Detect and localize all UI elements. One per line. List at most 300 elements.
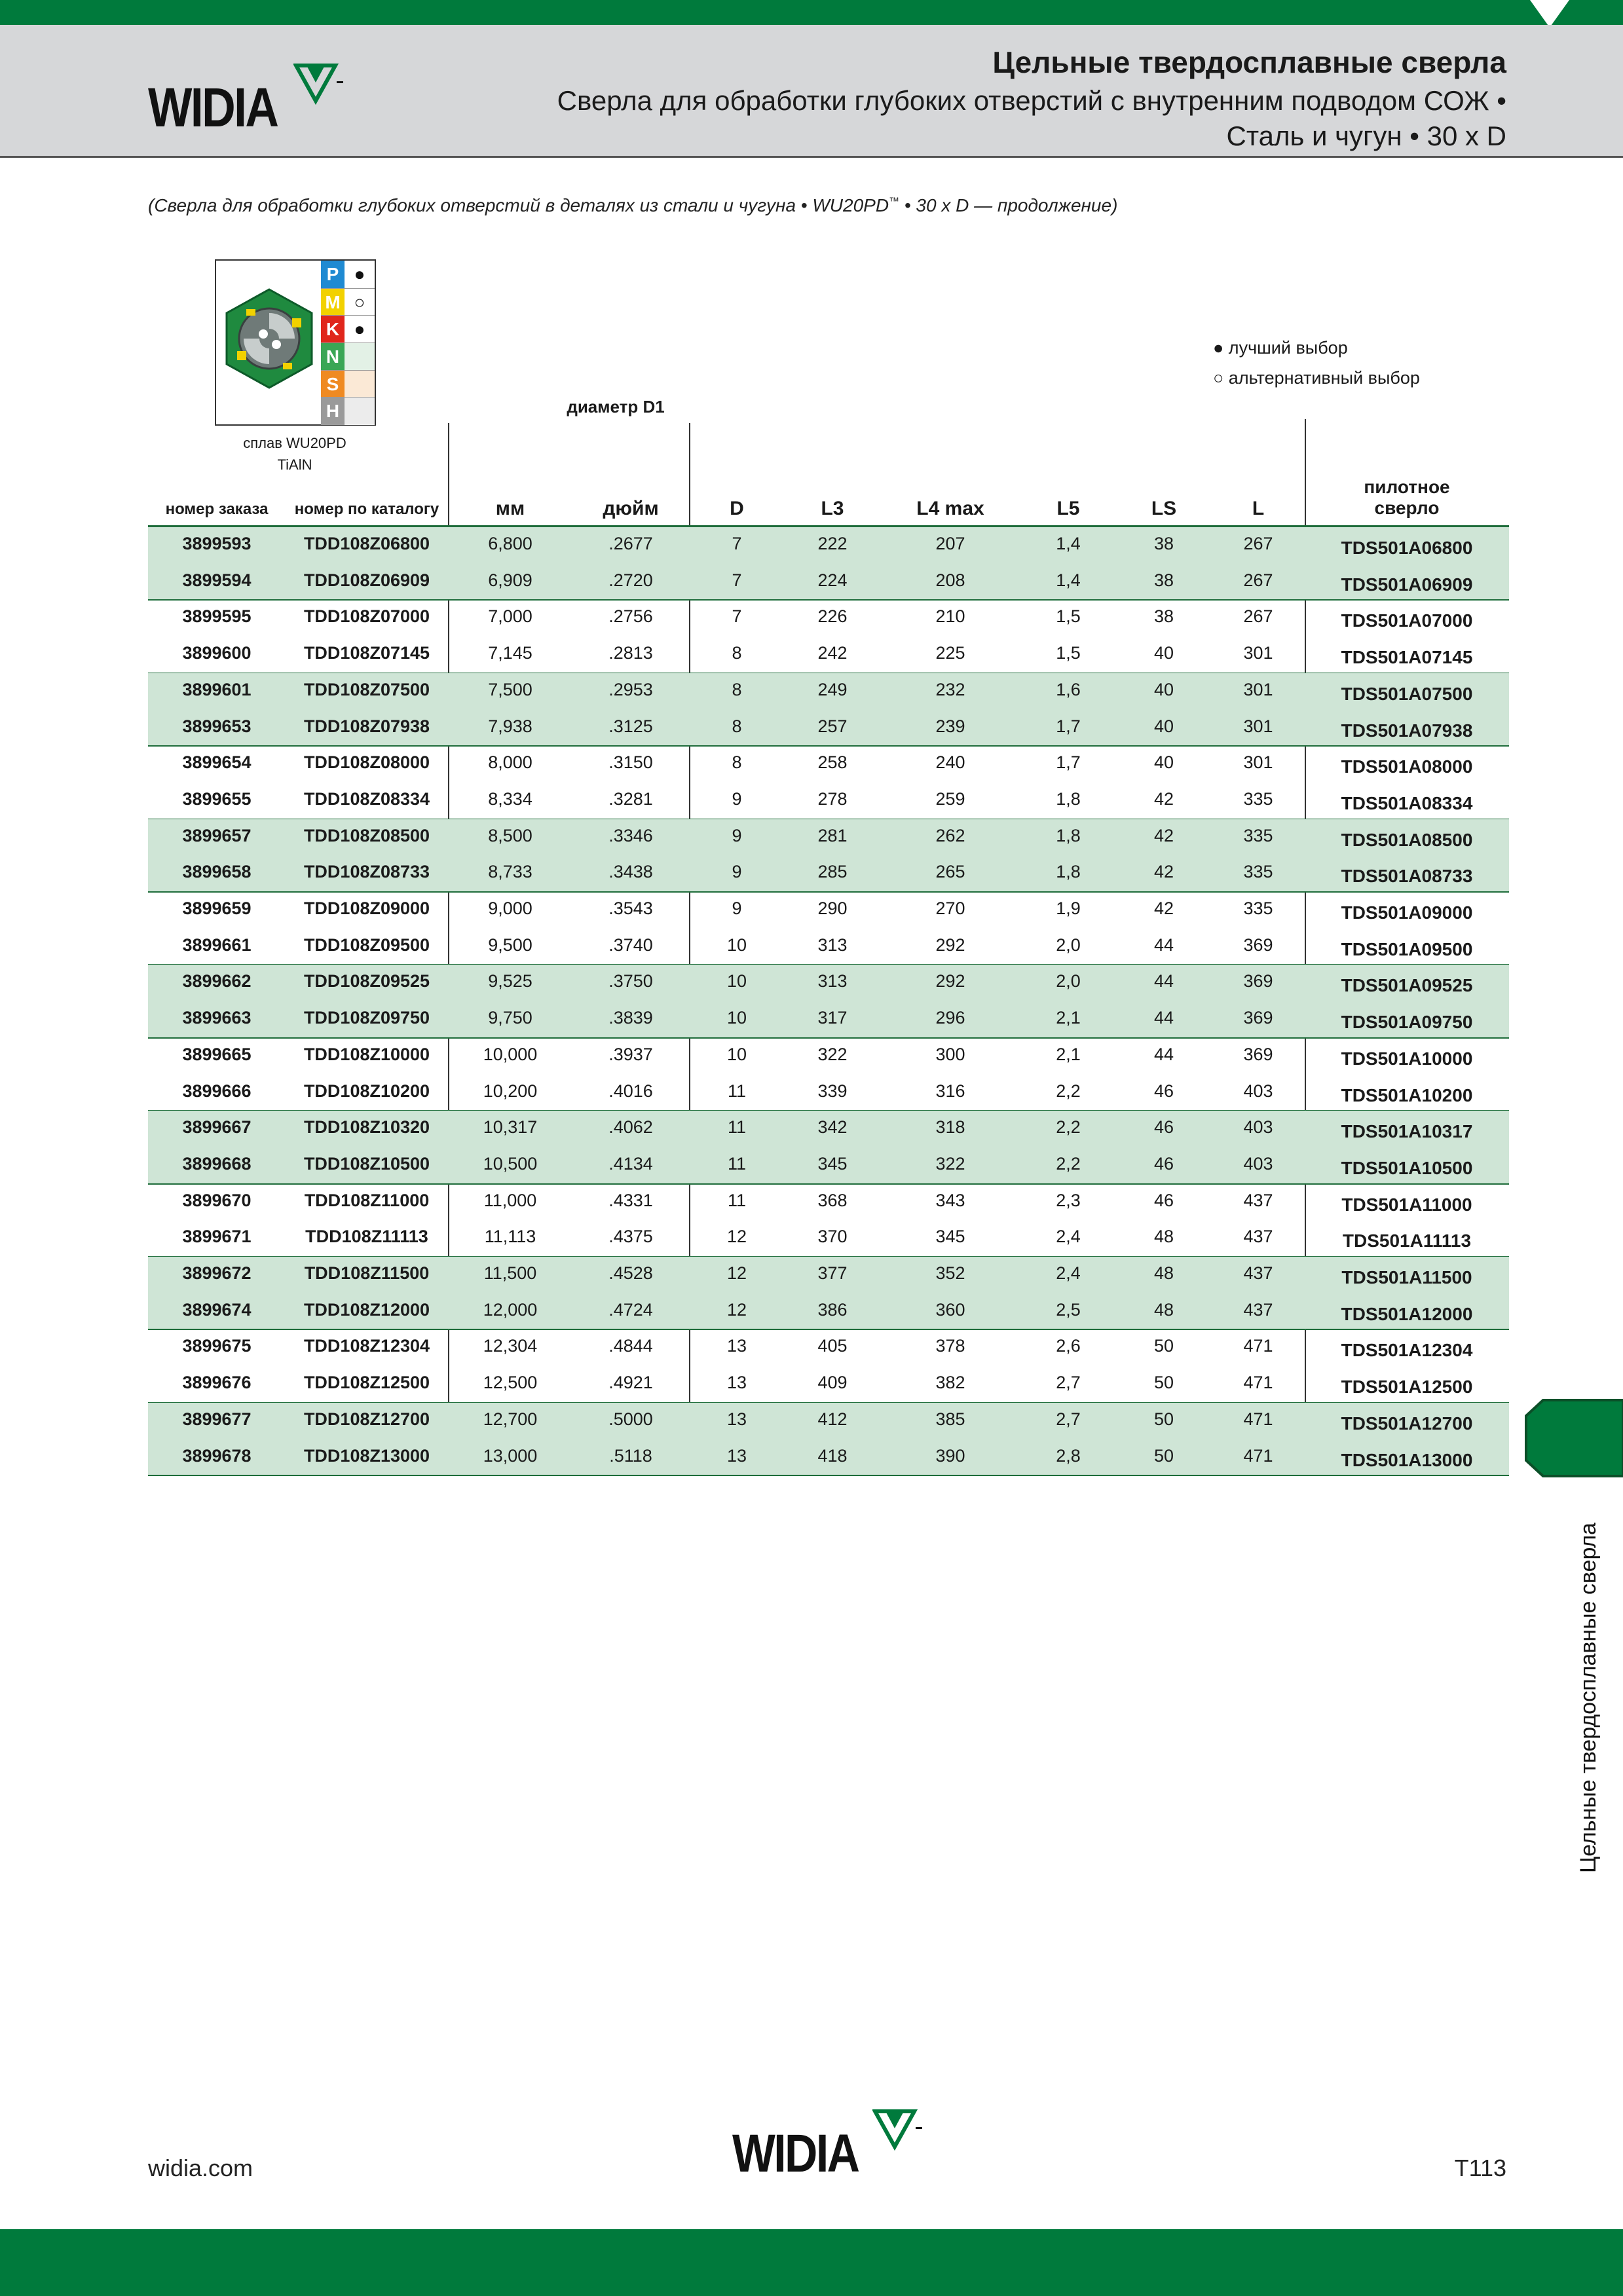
L3-value: 242 — [817, 643, 848, 663]
D-value: 11 — [727, 1190, 747, 1210]
page-subtitle-line1: Сверла для обработки глубоких отверстий с внутренним подводом СОЖ • — [557, 85, 1506, 116]
L3-value: 226 — [817, 606, 848, 627]
L4-value: 259 — [935, 788, 965, 809]
order-number: 3899677 — [182, 1409, 252, 1429]
pilot-drill: TDS501A07500 — [1341, 683, 1473, 704]
L4-value: 208 — [935, 570, 965, 590]
caption-text: (Сверла для обработки глубоких отверстий в деталях из стали и чугуна • WU20PD — [148, 195, 889, 215]
table-row — [148, 1439, 1509, 1476]
table-row — [148, 1257, 1509, 1293]
L4-value: 385 — [935, 1409, 965, 1429]
L-value: 301 — [1243, 716, 1273, 736]
catalog-number: TDD108Z10200 — [303, 1081, 430, 1101]
D-value: 7 — [732, 570, 742, 590]
L4-value: 300 — [935, 1044, 965, 1064]
table-row — [148, 929, 1509, 965]
LS-value: 48 — [1153, 1227, 1174, 1247]
pilot-drill: TDS501A09000 — [1341, 902, 1473, 923]
LS-value: 42 — [1153, 788, 1174, 809]
order-number: 3899674 — [182, 1299, 252, 1320]
L-value: 437 — [1243, 1227, 1273, 1247]
L-value: 403 — [1243, 1153, 1273, 1174]
LS-value: 46 — [1153, 1117, 1174, 1138]
header-L3: L3 — [821, 498, 844, 519]
order-number: 3899659 — [182, 898, 252, 918]
catalog-number: TDD108Z06800 — [303, 534, 430, 553]
L3-value: 345 — [817, 1153, 848, 1174]
material-row — [321, 288, 375, 316]
LS-value: 50 — [1153, 1373, 1174, 1393]
LS-value: 50 — [1153, 1336, 1174, 1356]
L5-value: 1,6 — [1056, 679, 1081, 699]
table-row — [148, 855, 1509, 892]
L5-value: 1,7 — [1056, 716, 1081, 736]
L3-value: 368 — [817, 1190, 848, 1210]
L3-value: 377 — [817, 1263, 848, 1283]
L-value: 301 — [1243, 679, 1273, 699]
order-number: 3899601 — [182, 679, 252, 699]
catalog-number: TDD108Z07000 — [303, 606, 430, 627]
diameter-inch: .2677 — [608, 534, 653, 553]
L-value: 267 — [1243, 606, 1273, 627]
diameter-inch: .4134 — [608, 1153, 653, 1174]
material-mark: ● — [345, 261, 375, 288]
L5-value: 2,1 — [1056, 1008, 1081, 1028]
catalog-number: TDD108Z06909 — [303, 570, 430, 590]
diameter-inch: .4062 — [608, 1117, 653, 1138]
footer-url[interactable]: widia.com — [148, 2155, 253, 2181]
D-value: 12 — [726, 1299, 747, 1320]
material-mark — [345, 343, 375, 371]
catalog-number: TDD108Z07145 — [303, 643, 430, 663]
header-mm: мм — [495, 498, 525, 519]
catalog-number: TDD108Z09000 — [303, 898, 430, 918]
L5-value: 1,8 — [1056, 862, 1081, 882]
material-list — [321, 261, 375, 424]
LS-value: 40 — [1153, 716, 1174, 736]
diameter-mm: 7,500 — [488, 679, 532, 699]
L4-value: 207 — [935, 534, 965, 553]
catalog-number: TDD108Z10000 — [303, 1044, 430, 1064]
chapter-tab — [1523, 1398, 1623, 1479]
table-row — [148, 600, 1509, 637]
catalog-number: TDD108Z10320 — [303, 1117, 430, 1138]
L-value: 369 — [1243, 1008, 1273, 1028]
material-letter: H — [321, 398, 345, 425]
catalog-number: TDD108Z12304 — [303, 1336, 430, 1356]
pilot-drill: TDS501A07145 — [1341, 647, 1473, 668]
diameter-mm: 12,304 — [483, 1336, 538, 1356]
L3-value: 418 — [817, 1445, 848, 1466]
L3-value: 222 — [817, 534, 848, 553]
L3-value: 249 — [817, 679, 848, 699]
pilot-drill: TDS501A09750 — [1341, 1012, 1473, 1033]
page-number: T113 — [1454, 2155, 1506, 2181]
pilot-drill: TDS501A12304 — [1341, 1340, 1473, 1361]
L5-value: 2,0 — [1056, 935, 1081, 955]
catalog-number: TDD108Z08334 — [303, 788, 430, 809]
LS-value: 40 — [1153, 679, 1174, 699]
diameter-mm: 7,000 — [488, 606, 532, 627]
catalog-number: TDD108Z12700 — [303, 1409, 430, 1429]
L3-value: 322 — [817, 1044, 848, 1064]
diameter-inch: .3839 — [608, 1008, 653, 1028]
L3-value: 386 — [817, 1299, 848, 1320]
D-value: 8 — [732, 752, 742, 773]
pilot-drill: TDS501A13000 — [1341, 1449, 1473, 1470]
catalog-number: TDD108Z08733 — [303, 862, 430, 882]
L4-value: 316 — [935, 1081, 965, 1101]
order-number: 3899667 — [182, 1117, 252, 1138]
alloy-coating: TiAlN — [277, 456, 312, 473]
L4-value: 265 — [935, 862, 965, 882]
header-diameter-group: диаметр D1 — [567, 397, 665, 417]
L5-value: 1,7 — [1056, 752, 1081, 773]
diameter-mm: 12,700 — [483, 1409, 538, 1429]
diameter-inch: .3125 — [608, 716, 653, 736]
L-value: 301 — [1243, 752, 1273, 773]
D-value: 7 — [732, 534, 742, 553]
material-box — [215, 259, 376, 426]
LS-value: 50 — [1153, 1445, 1174, 1466]
diameter-inch: .4724 — [608, 1299, 653, 1320]
table-row — [148, 1075, 1509, 1111]
L5-value: 2,4 — [1056, 1263, 1081, 1283]
L-value: 471 — [1243, 1445, 1273, 1466]
diameter-mm: 9,500 — [488, 935, 532, 955]
order-number: 3899600 — [182, 643, 252, 663]
footer-logo-text: WIDIA — [732, 2124, 859, 2183]
L4-value: 210 — [935, 606, 965, 627]
table-row — [148, 746, 1509, 783]
row-pair-separator — [148, 1475, 1509, 1476]
diameter-inch: .4016 — [608, 1081, 653, 1101]
header-LS: LS — [1151, 498, 1177, 519]
header-D: D — [730, 498, 744, 519]
pilot-drill: TDS501A09500 — [1341, 938, 1473, 959]
L5-value: 1,5 — [1056, 606, 1081, 627]
L4-value: 270 — [935, 898, 965, 918]
material-row — [321, 315, 375, 343]
material-letter: S — [321, 371, 345, 398]
chapter-side-label-text: Цельные твердосплавные сверла — [1576, 1523, 1601, 1873]
header-catalog-number: номер по каталогу — [294, 500, 439, 518]
L-value: 335 — [1243, 862, 1273, 882]
header-pilot-line1: пилотное — [1364, 477, 1450, 497]
diameter-mm: 7,938 — [488, 716, 532, 736]
LS-value: 38 — [1153, 534, 1174, 553]
pilot-drill: TDS501A07000 — [1341, 610, 1473, 631]
L-value: 369 — [1243, 1044, 1273, 1064]
table-row — [148, 1366, 1509, 1403]
L4-value: 225 — [935, 643, 965, 663]
catalog-number: TDD108Z09500 — [303, 935, 430, 955]
catalog-number: TDD108Z08500 — [303, 825, 430, 845]
table-row — [148, 783, 1509, 819]
L-value: 471 — [1243, 1373, 1273, 1393]
pilot-drill: TDS501A12500 — [1341, 1377, 1473, 1398]
pilot-drill: TDS501A10317 — [1341, 1121, 1473, 1142]
LS-value: 44 — [1153, 935, 1174, 955]
D-value: 9 — [732, 898, 742, 918]
table-row — [148, 819, 1509, 856]
L3-value: 342 — [817, 1117, 848, 1138]
table-row — [148, 1001, 1509, 1038]
pilot-drill: TDS501A08000 — [1341, 756, 1473, 777]
L3-value: 257 — [817, 716, 848, 736]
table-row — [148, 1147, 1509, 1184]
order-number: 3899655 — [182, 788, 252, 809]
catalog-number: TDD108Z13000 — [303, 1445, 430, 1466]
L-value: 369 — [1243, 971, 1273, 991]
pilot-drill: TDS501A08500 — [1341, 829, 1473, 850]
L5-value: 1,4 — [1056, 570, 1081, 590]
D-value: 9 — [732, 862, 742, 882]
table-row — [148, 1184, 1509, 1221]
order-number: 3899593 — [182, 534, 252, 553]
D-value: 13 — [726, 1409, 747, 1429]
diameter-inch: .4844 — [608, 1336, 653, 1356]
LS-value: 46 — [1153, 1081, 1174, 1101]
material-letter: P — [321, 261, 345, 288]
order-number: 3899665 — [182, 1044, 252, 1064]
L-value: 403 — [1243, 1081, 1273, 1101]
D-value: 11 — [727, 1153, 747, 1174]
pilot-drill: TDS501A09525 — [1341, 975, 1473, 996]
L3-value: 281 — [817, 825, 848, 845]
diameter-mm: 11,000 — [483, 1190, 537, 1210]
diameter-mm: 11,113 — [484, 1227, 536, 1247]
material-row — [321, 261, 375, 288]
material-row — [321, 397, 375, 425]
order-number: 3899654 — [182, 752, 252, 773]
diameter-inch: .5000 — [608, 1409, 653, 1429]
L4-value: 345 — [935, 1227, 965, 1247]
top-green-bar — [0, 0, 1623, 25]
bottom-green-bar — [0, 2229, 1623, 2296]
table-row — [148, 710, 1509, 747]
table-row — [148, 1220, 1509, 1257]
D-value: 13 — [726, 1336, 747, 1356]
table-row — [148, 1111, 1509, 1147]
LS-value: 46 — [1153, 1190, 1174, 1210]
LS-value: 44 — [1153, 971, 1174, 991]
D-value: 7 — [732, 606, 742, 627]
L4-value: 262 — [935, 825, 965, 845]
LS-value: 42 — [1153, 862, 1174, 882]
diameter-mm: 9,750 — [488, 1008, 532, 1028]
L4-value: 296 — [935, 1008, 965, 1028]
L-value: 335 — [1243, 788, 1273, 809]
D-value: 9 — [732, 788, 742, 809]
order-number: 3899661 — [182, 935, 252, 955]
catalog-number: TDD108Z08000 — [303, 752, 430, 773]
table-row — [148, 527, 1509, 564]
order-number: 3899663 — [182, 1008, 252, 1028]
D-value: 11 — [727, 1081, 747, 1101]
pilot-drill: TDS501A10000 — [1341, 1048, 1473, 1069]
logo-text: WIDIA — [148, 77, 278, 138]
D-value: 13 — [726, 1373, 747, 1393]
L-value: 437 — [1243, 1190, 1273, 1210]
diameter-inch: .3543 — [608, 898, 653, 918]
page-subtitle-line2: Сталь и чугун • 30 x D — [1226, 120, 1506, 151]
catalog-number: TDD108Z12000 — [303, 1299, 430, 1320]
L4-value: 240 — [935, 752, 965, 773]
L5-value: 1,8 — [1056, 788, 1081, 809]
material-letter: M — [321, 289, 345, 316]
L5-value: 2,5 — [1056, 1299, 1081, 1320]
diameter-inch: .3346 — [608, 825, 653, 845]
catalog-number: TDD108Z07938 — [303, 716, 430, 736]
catalog-number: TDD108Z07500 — [303, 679, 430, 699]
L5-value: 2,7 — [1056, 1409, 1081, 1429]
diameter-inch: .3740 — [608, 935, 653, 955]
diameter-mm: 9,525 — [488, 971, 532, 991]
material-mark — [345, 371, 375, 398]
pilot-drill: TDS501A06909 — [1341, 574, 1473, 595]
L-value: 403 — [1243, 1117, 1273, 1138]
diameter-mm: 6,800 — [488, 534, 532, 553]
diameter-inch: .5118 — [609, 1445, 652, 1466]
L-value: 369 — [1243, 935, 1273, 955]
L3-value: 313 — [817, 971, 848, 991]
L3-value: 317 — [817, 1008, 848, 1028]
order-number: 3899672 — [182, 1263, 252, 1283]
pilot-drill: TDS501A11000 — [1341, 1194, 1472, 1215]
diameter-mm: 10,500 — [483, 1153, 538, 1174]
section-caption — [148, 195, 1117, 216]
L-value: 335 — [1243, 898, 1273, 918]
D-value: 10 — [726, 935, 747, 955]
drill-cross-section-icon — [220, 287, 318, 392]
diameter-inch: .3281 — [608, 788, 653, 809]
diameter-mm: 10,317 — [483, 1117, 538, 1138]
diameter-inch: .4331 — [608, 1190, 653, 1210]
pilot-drill: TDS501A11113 — [1342, 1231, 1472, 1251]
diameter-inch: .3937 — [608, 1044, 653, 1064]
D-value: 12 — [726, 1227, 747, 1247]
diameter-mm: 13,000 — [483, 1445, 538, 1466]
L5-value: 1,9 — [1056, 898, 1081, 918]
table-row — [148, 673, 1509, 710]
diameter-inch: .2953 — [608, 679, 653, 699]
order-number: 3899678 — [182, 1445, 252, 1466]
L5-value: 2,1 — [1056, 1044, 1081, 1064]
caption-text-end: • 30 x D — продолжение) — [899, 195, 1118, 215]
pilot-drill: TDS501A12000 — [1341, 1303, 1473, 1324]
L4-value: 390 — [935, 1445, 965, 1466]
pilot-drill: TDS501A10200 — [1341, 1084, 1473, 1105]
LS-value: 44 — [1153, 1044, 1174, 1064]
L-value: 267 — [1243, 534, 1273, 553]
legend-alternative-choice: ○ альтернативный выбор — [1213, 368, 1420, 388]
catalog-number: TDD108Z12500 — [303, 1373, 430, 1393]
table-row — [148, 637, 1509, 673]
LS-value: 50 — [1153, 1409, 1174, 1429]
legend-best-choice: ● лучший выбор — [1213, 338, 1348, 358]
L-value: 471 — [1243, 1409, 1273, 1429]
widia-triangle-icon — [293, 63, 346, 109]
L3-value: 258 — [817, 752, 848, 773]
LS-value: 38 — [1153, 570, 1174, 590]
header-order-number: номер заказа — [165, 500, 269, 518]
L5-value: 2,2 — [1056, 1153, 1081, 1174]
L5-value: 2,8 — [1056, 1445, 1081, 1466]
order-number: 3899594 — [182, 570, 252, 590]
table-row — [148, 892, 1509, 929]
catalog-number: TDD108Z11113 — [305, 1227, 428, 1247]
D-value: 10 — [726, 1008, 747, 1028]
L3-value: 409 — [817, 1373, 848, 1393]
LS-value: 42 — [1153, 898, 1174, 918]
order-number: 3899595 — [182, 606, 252, 627]
L-value: 267 — [1243, 570, 1273, 590]
material-mark: ● — [345, 316, 375, 343]
diameter-mm: 12,500 — [483, 1373, 538, 1393]
D-value: 9 — [732, 825, 742, 845]
caption-tm: ™ — [889, 196, 900, 208]
L3-value: 278 — [817, 788, 848, 809]
L4-value: 232 — [935, 679, 965, 699]
L4-value: 292 — [935, 971, 965, 991]
diameter-mm: 11,500 — [483, 1263, 537, 1283]
order-number: 3899662 — [182, 971, 252, 991]
pilot-drill: TDS501A08334 — [1341, 792, 1473, 813]
LS-value: 42 — [1153, 825, 1174, 845]
LS-value: 44 — [1153, 1008, 1174, 1028]
diameter-inch: .3438 — [608, 862, 653, 882]
LS-value: 40 — [1153, 752, 1174, 773]
diameter-inch: .2720 — [608, 570, 653, 590]
header-L4: L4 max — [916, 498, 984, 519]
LS-value: 40 — [1153, 643, 1174, 663]
catalog-number: TDD108Z11000 — [304, 1190, 430, 1210]
footer-logo — [732, 2109, 929, 2181]
catalog-number: TDD108Z09525 — [303, 971, 430, 991]
diameter-mm: 10,000 — [483, 1044, 538, 1064]
diameter-inch: .2813 — [608, 643, 653, 663]
L5-value: 2,4 — [1056, 1227, 1081, 1247]
L-value: 301 — [1243, 643, 1273, 663]
order-number: 3899670 — [182, 1190, 252, 1210]
LS-value: 48 — [1153, 1263, 1174, 1283]
catalog-number: TDD108Z09750 — [303, 1008, 430, 1028]
material-letter: N — [321, 343, 345, 371]
pilot-drill: TDS501A06800 — [1341, 538, 1473, 558]
page-title: Цельные твердосплавные сверла — [992, 45, 1506, 79]
table-row — [148, 1329, 1509, 1366]
L-value: 437 — [1243, 1263, 1273, 1283]
diameter-inch: .3150 — [608, 752, 653, 773]
catalog-number: TDD108Z10500 — [303, 1153, 430, 1174]
order-number: 3899675 — [182, 1336, 252, 1356]
header-inch: дюйм — [603, 498, 659, 519]
L4-value: 360 — [935, 1299, 965, 1320]
L4-value: 239 — [935, 716, 965, 736]
D-value: 12 — [726, 1263, 747, 1283]
diameter-mm: 12,000 — [483, 1299, 538, 1320]
D-value: 8 — [732, 679, 742, 699]
D-value: 8 — [732, 643, 742, 663]
catalog-number: TDD108Z11500 — [304, 1263, 430, 1283]
diameter-mm: 7,145 — [488, 643, 532, 663]
L-value: 471 — [1243, 1336, 1273, 1356]
order-number: 3899658 — [182, 862, 252, 882]
L4-value: 378 — [935, 1336, 965, 1356]
L-value: 335 — [1243, 825, 1273, 845]
L5-value: 2,6 — [1056, 1336, 1081, 1356]
